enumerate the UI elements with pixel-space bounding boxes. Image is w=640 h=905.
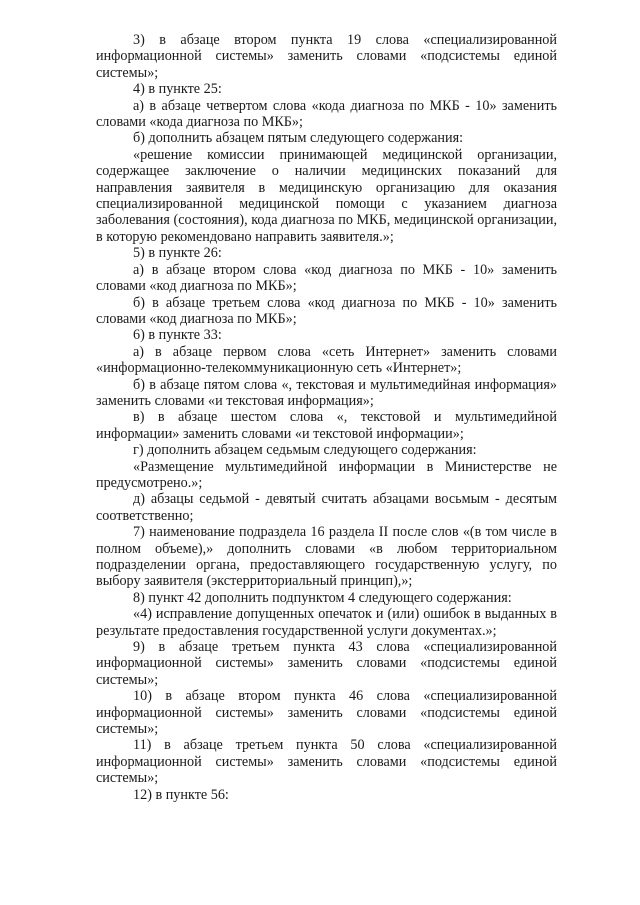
paragraph-subitem-4b: б) дополнить абзацем пятым следующего содержания: <box>133 130 464 147</box>
paragraph-item-3: 3) в абзаце втором пункта 19 слова «специализированной информационной системы» заменить словами «подсистемы единой системы»; <box>96 32 557 81</box>
paragraph-quote-6g: «Размещение мультимедийной информации в Министерстве не предусмотрено.»; <box>96 458 557 491</box>
paragraph-item-12: 12) в пункте 56: <box>133 786 229 803</box>
paragraph-item-11: 11) в абзаце третьем пункта 50 слова «специализированной информационной системы» заменить словами «подсистемы единой системы»; <box>96 737 557 787</box>
paragraph-subitem-6g: г) дополнить абзацем седьмым следующего содержания: <box>133 442 477 459</box>
paragraph-subitem-6b: б) в абзаце пятом слова «, текстовая и мультимедийная информация» заменить словами «и текстовая информация»; <box>96 376 557 409</box>
paragraph-subitem-4a: а) в абзаце четвертом слова «кода диагноза по МКБ - 10» заменить словами «кода диагноза по МКБ»; <box>96 97 557 131</box>
paragraph-subitem-5a: а) в абзаце втором слова «код диагноза по МКБ - 10» заменить словами «код диагноза по МКБ»; <box>96 261 557 295</box>
paragraph-item-6: 6) в пункте 33: <box>133 327 222 344</box>
paragraph-item-9: 9) в абзаце третьем пункта 43 слова «специализированной информационной системы» заменить словами «подсистемы единой системы»; <box>96 639 557 688</box>
paragraph-subitem-6a: а) в абзаце первом слова «сеть Интернет» заменить словами «информационно-телекоммуникационную сеть «Интернет»; <box>96 343 557 377</box>
paragraph-item-8: 8) пункт 42 дополнить подпунктом 4 следующего содержания: <box>133 589 512 606</box>
paragraph-quote-4b: «решение комиссии принимающей медицинской организации, содержащее заключение о наличии медицинских показаний для направления заявителя в медицинскую организацию для оказания специализированной медицинской помощи с указанием диагноза заболевания (состояния), кода диагноза по МКБ, медицинской организации, в которую рекомендовано направить заявителя.»; <box>96 146 557 245</box>
paragraph-item-7: 7) наименование подраздела 16 раздела II после слов «(в том числе в полном объеме),» дополнить словами «в любом территориальном подразделении органа, предоставляющего государственную услугу, по выбору заявителя (экстерриториальный принцип),»; <box>96 524 557 590</box>
paragraph-item-4: 4) в пункте 25: <box>133 81 222 98</box>
paragraph-subitem-5b: б) в абзаце третьем слова «код диагноза по МКБ - 10» заменить словами «код диагноза по МКБ»; <box>96 294 557 327</box>
document-page <box>96 32 557 803</box>
paragraph-item-5: 5) в пункте 26: <box>133 245 222 262</box>
paragraph-item-10: 10) в абзаце втором пункта 46 слова «специализированной информационной системы» заменить словами «подсистемы единой системы»; <box>96 688 557 738</box>
paragraph-quote-8: «4) исправление допущенных опечаток и (или) ошибок в выданных в результате предоставления государственной услуги документах.»; <box>96 606 557 639</box>
paragraph-subitem-6v: в) в абзаце шестом слова «, текстовой и мультимедийной информации» заменить словами «и текстовой информации»; <box>96 409 557 442</box>
paragraph-subitem-6d: д) абзацы седьмой - девятый считать абзацами восьмым - десятым соответственно; <box>96 491 557 524</box>
